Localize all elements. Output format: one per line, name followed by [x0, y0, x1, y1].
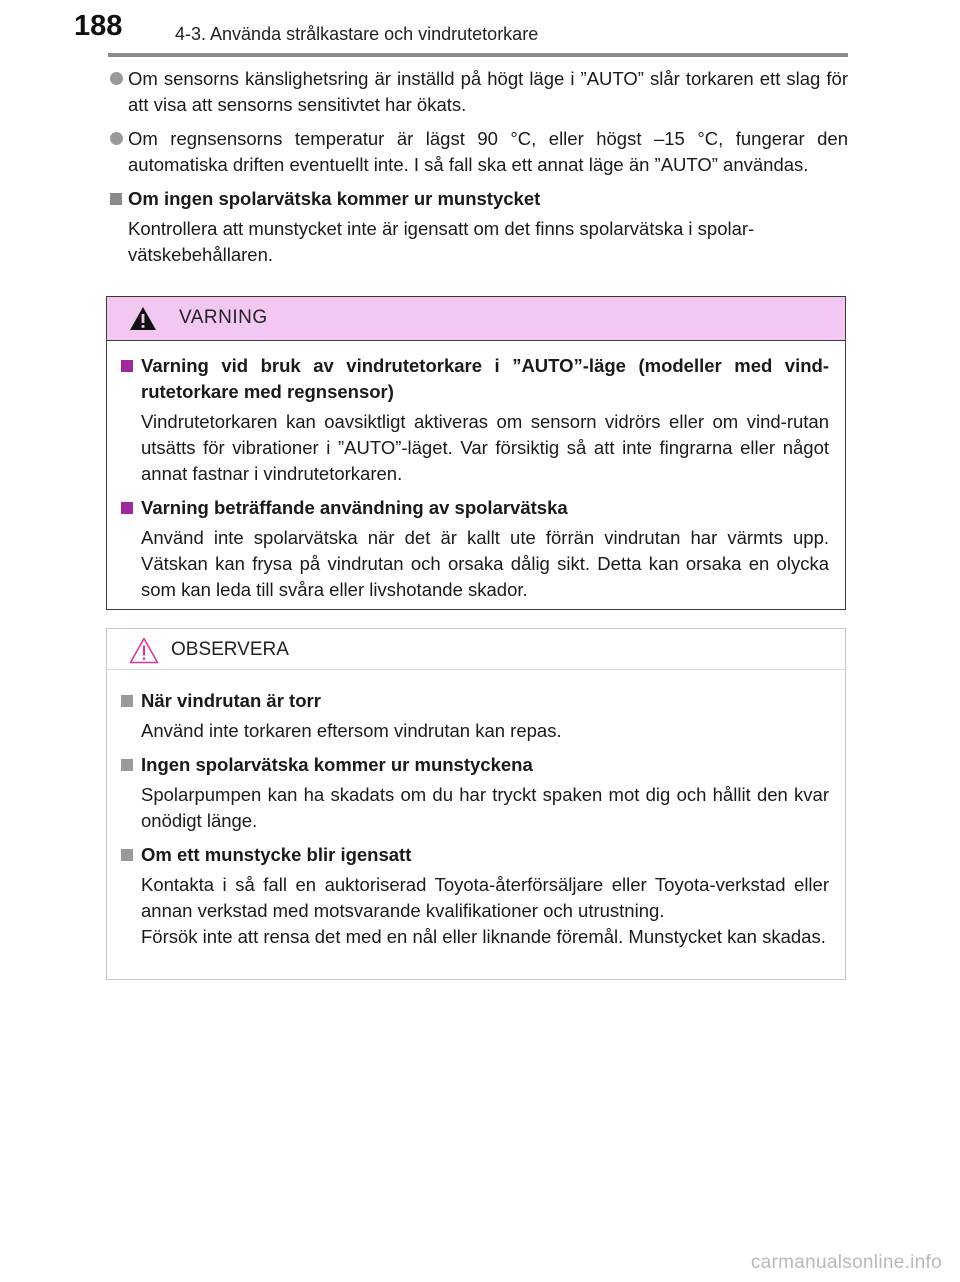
warning-item-heading [121, 495, 829, 521]
square-bullet-icon [121, 695, 133, 707]
square-bullet-icon [110, 193, 122, 205]
notice-item-heading-text: Om ett munstycke blir igensatt [141, 844, 412, 865]
notice-box [106, 628, 846, 980]
round-bullet-icon [110, 132, 123, 145]
square-bullet-icon [121, 360, 133, 372]
section-heading-text: Om ingen spolarvätska kommer ur munstycket [128, 188, 541, 209]
notice-item-text: Använd inte torkaren eftersom vindrutan kan repas. [141, 720, 562, 741]
notice-item-text-2: Försök inte att rensa det med en nål eller liknande föremål. Munstycket kan skadas. [141, 926, 826, 947]
warning-item-heading-text: Varning vid bruk av vindrutetorkare i ”AUTO”-läge (modeller med vind-rutetorkare med regnsensor) [141, 355, 829, 402]
section-title: 4-3. Använda strålkastare och vindrutetorkare [175, 24, 539, 44]
square-bullet-icon [121, 849, 133, 861]
page-number: 188 [74, 10, 123, 42]
warning-item-heading-text: Varning beträffande användning av spolarvätska [141, 497, 568, 518]
notice-item-heading [121, 842, 829, 868]
notice-item-heading [121, 752, 829, 778]
section-heading [108, 186, 848, 212]
notice-body [107, 670, 845, 950]
warning-header [107, 297, 845, 341]
square-bullet-icon [121, 502, 133, 514]
warning-item-text: Använd inte spolarvätska när det är kallt ute förrän vindrutan har värmts upp. Vätskan kan frysa på vindrutan och orsaka dålig sikt. Detta kan orsaka en olycka som kan leda till svåra eller livshotande skador. [141, 527, 829, 600]
intro-bullet-text: Om sensorns känslighetsring är inställd på högt läge i ”AUTO” slår torkaren ett slag för att visa att sensorns sensitivtet har ökats. [128, 68, 848, 115]
warning-triangle-icon [129, 306, 157, 336]
notice-header [107, 629, 845, 670]
intro-bullet [108, 126, 848, 178]
intro-bullet-text: Om regnsensorns temperatur är lägst 90 °C, eller högst –15 °C, fungerar den automatiska driften eventuellt inte. I så fall ska ett annat läge än ”AUTO” användas. [128, 128, 848, 175]
notice-item-heading-text: Ingen spolarvätska kommer ur munstyckena [141, 754, 533, 775]
notice-triangle-icon [129, 637, 159, 669]
warning-label: VARNING [179, 307, 268, 328]
warning-item-text: Vindrutetorkaren kan oavsiktligt aktiveras om sensorn vidrörs eller om vind-rutan utsätts för vibrationer i ”AUTO”-läget. Var försiktig så att inte fingrarna eller något annat fastnar i vindrutetorkaren. [141, 411, 829, 484]
warning-box [106, 296, 846, 610]
main-content [108, 66, 848, 268]
round-bullet-icon [110, 72, 123, 85]
notice-item-heading [121, 688, 829, 714]
notice-label: OBSERVERA [171, 639, 289, 660]
warning-body [107, 341, 845, 603]
watermark: carmanualsonline.info [750, 1252, 942, 1273]
intro-bullet [108, 66, 848, 118]
header-rule [108, 53, 848, 57]
warning-item-heading [121, 353, 829, 405]
notice-item-text: Spolarpumpen kan ha skadats om du har tryckt spaken mot dig och hållit den kvar onödigt länge. [141, 784, 829, 831]
section-text: Kontrollera att munstycket inte är igensatt om det finns spolarvätska i spolar-vätskebehållaren. [128, 218, 755, 265]
notice-item-text: Kontakta i så fall en auktoriserad Toyota-återförsäljare eller Toyota-verkstad eller annan verkstad med motsvarande kvalifikationer och utrustning. [141, 874, 829, 921]
square-bullet-icon [121, 759, 133, 771]
notice-item-heading-text: När vindrutan är torr [141, 690, 321, 711]
